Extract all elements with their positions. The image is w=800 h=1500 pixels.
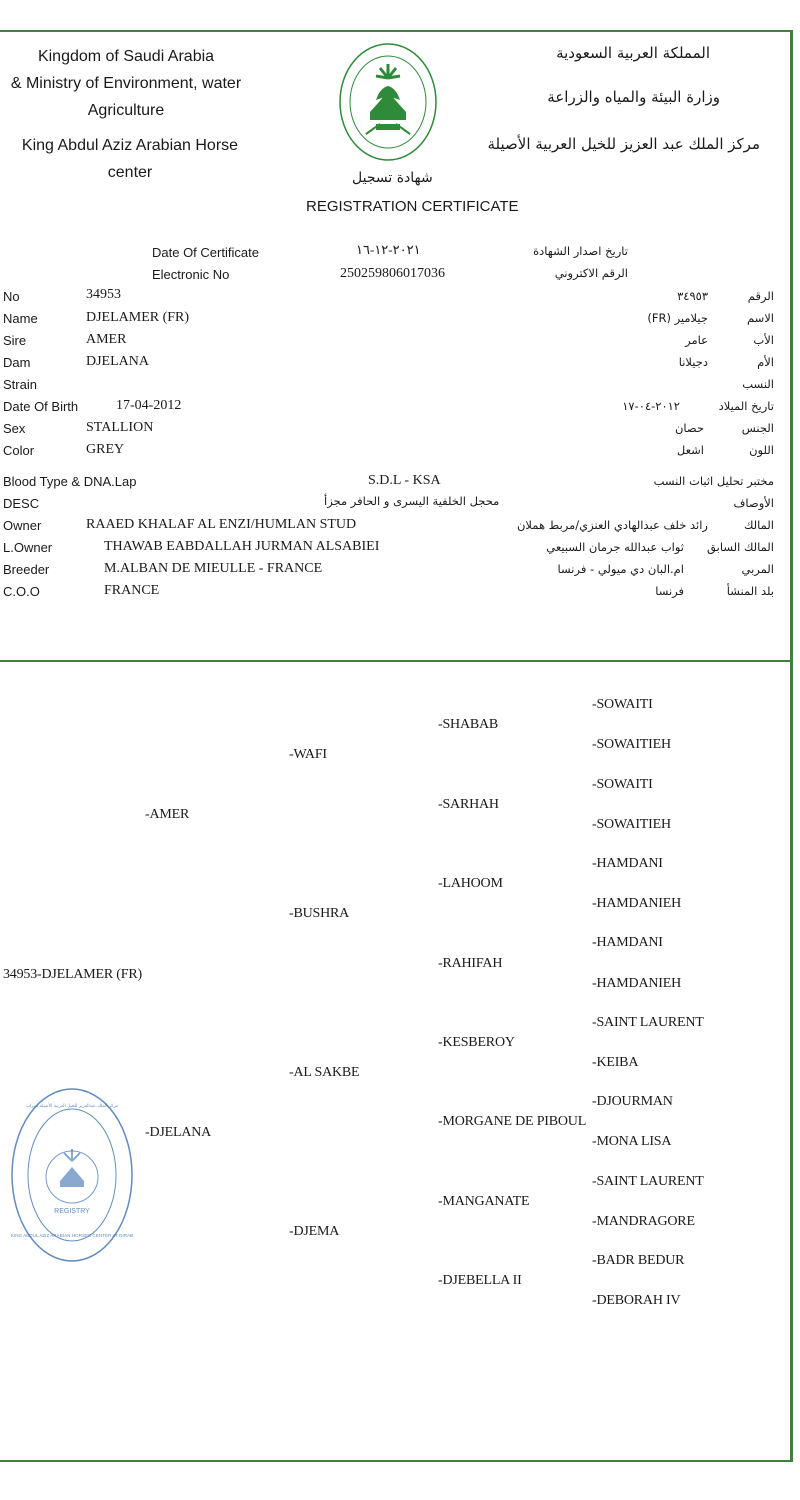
lowner-value-ar: ثواب عبدالله جرمان السبيعي [546, 540, 684, 554]
field-name-label: Name [3, 311, 38, 326]
desc-label-ar: الأوصاف [733, 496, 774, 510]
field-color-label: Color [3, 443, 35, 458]
lowner-label: L.Owner [3, 540, 53, 555]
pedigree-g2-4: -DJEMA [289, 1224, 340, 1239]
pedigree-g3-7: -MANGANATE [438, 1194, 530, 1209]
coo-value-ar: فرنسا [655, 584, 684, 598]
pedigree-g4-12: -MONA LISA [592, 1134, 672, 1149]
lowner-label-ar: المالك السابق [707, 540, 774, 554]
field-sex-value: STALLION [86, 420, 154, 435]
breeder-value-ar: ام.البان دي ميولي - فرنسا [557, 562, 684, 576]
owner-value: RAAED KHALAF AL ENZI/HUMLAN STUD [86, 517, 357, 532]
date-label-ar: تاريخ اصدار الشهادة [533, 244, 628, 258]
owner-value-ar: رائد خلف عبدالهادي العنزي/مربط هملان [516, 518, 708, 532]
blood-label: Blood Type & DNA.Lap [3, 474, 137, 489]
pedigree-g4-11: -DJOURMAN [592, 1094, 673, 1109]
field-dob-value-ar: ٢٠١٢-٠٤-١٧ [622, 399, 680, 413]
field-color-label-ar: اللون [749, 443, 774, 457]
pedigree-g4-1: -SOWAITI [592, 697, 653, 712]
field-dob-label: Date Of Birth [3, 399, 79, 414]
pedigree-g4-15: -BADR BEDUR [592, 1253, 685, 1268]
field-name-label-ar: الاسم [746, 311, 774, 325]
header-ar-line2: وزارة البيئة والمياه والزراعة [547, 88, 720, 106]
pedigree-g4-14: -MANDRAGORE [592, 1214, 695, 1229]
coo-value: FRANCE [104, 583, 160, 598]
header-en-line2: & Ministry of Environment, water [10, 75, 242, 92]
field-strain-label-ar: النسب [742, 377, 774, 391]
coo-label-ar: بلد المنشأ [726, 584, 774, 598]
title-arabic: شهادة تسجيل [352, 170, 433, 186]
field-sire-value-ar: عامر [685, 333, 708, 347]
pedigree-g3-6: -MORGANE DE PIBOUL [438, 1114, 587, 1129]
electronic-value: 250259806017036 [340, 266, 445, 281]
desc-label: DESC [3, 496, 40, 511]
pedigree-subject: 34953-DJELAMER (FR) [3, 967, 142, 982]
field-strain-label: Strain [3, 377, 37, 392]
pedigree-g3-5: -KESBEROY [438, 1035, 515, 1050]
field-sex-label: Sex [3, 421, 26, 436]
title-english: REGISTRATION CERTIFICATE [306, 198, 519, 215]
pedigree-g4-9: -SAINT LAURENT [592, 1015, 704, 1030]
electronic-label-ar: الرقم الاكتروني [554, 266, 628, 280]
date-label-en: Date Of Certificate [152, 245, 259, 260]
pedigree-g4-6: -HAMDANIEH [592, 896, 681, 911]
owner-label-ar: المالك [743, 518, 774, 532]
stamp-center-text: REGISTRY [54, 1208, 90, 1215]
header-ar-line3: مركز الملك عبد العزيز للخيل العربية الأصيلة [487, 135, 760, 153]
field-no-label-ar: الرقم [747, 289, 774, 303]
lowner-value: THAWAB EABDALLAH JURMAN ALSABIEI [104, 539, 380, 554]
field-dam-value-ar: دجيلانا [678, 355, 708, 369]
field-dam-label: Dam [3, 355, 31, 370]
pedigree-g4-7: -HAMDANI [592, 935, 663, 950]
field-sex-label-ar: الجنس [741, 421, 774, 435]
stamp-en-text: KING ABDUL AZIZ ARABIAN HORSES CENTER AT DIRAB [10, 1233, 134, 1238]
header-en-line3: Agriculture [87, 102, 165, 119]
field-sire-value: AMER [86, 332, 127, 347]
field-no-value-ar: ٣٤٩٥٣ [677, 289, 708, 303]
pedigree-dam: -DJELANA [145, 1125, 212, 1140]
pedigree-g4-2: -SOWAITIEH [592, 737, 671, 752]
pedigree-g3-3: -LAHOOM [438, 876, 503, 891]
pedigree-g3-1: -SHABAB [438, 717, 499, 732]
owner-label: Owner [3, 518, 42, 533]
pedigree-g2-3: -AL SAKBE [289, 1065, 360, 1080]
field-dob-value: 17-04-2012 [116, 398, 182, 413]
breeder-label: Breeder [3, 562, 50, 577]
pedigree-g3-4: -RAHIFAH [438, 956, 503, 971]
blood-value: S.D.L - KSA [368, 473, 441, 488]
date-value: ٢٠٢١-١٢-١٦ [356, 242, 421, 257]
field-dob-label-ar: تاريخ الميلاد [718, 399, 774, 413]
pedigree-g2-1: -WAFI [289, 747, 327, 762]
breeder-value: M.ALBAN DE MIEULLE - FRANCE [104, 561, 323, 576]
field-dam-label-ar: الأم [757, 355, 774, 369]
header-english [0, 43, 252, 124]
header-ar-line1: المملكة العربية السعودية [556, 44, 710, 62]
pedigree-g4-3: -SOWAITI [592, 777, 653, 792]
pedigree-sire: -AMER [145, 807, 190, 822]
electronic-label-en: Electronic No [152, 267, 230, 282]
pedigree-g4-10: -KEIBA [592, 1055, 639, 1070]
pedigree-g3-2: -SARHAH [438, 797, 499, 812]
pedigree-g4-5: -HAMDANI [592, 856, 663, 871]
registry-stamp [8, 1085, 136, 1265]
blood-label-ar: مختبر تحليل اثبات النسب [653, 474, 774, 488]
coo-label: C.O.O [3, 584, 40, 599]
field-name-value: DJELAMER (FR) [86, 310, 190, 325]
field-no-value: 34953 [86, 287, 121, 302]
field-sex-value-ar: حصان [674, 421, 704, 435]
pedigree-g4-16: -DEBORAH IV [592, 1293, 681, 1308]
breeder-label-ar: المربي [741, 562, 774, 576]
header-en-line4: King Abdul Aziz Arabian Horse center [21, 137, 239, 181]
field-dam-value: DJELANA [86, 354, 149, 369]
field-sire-label-ar: الأب [753, 333, 774, 347]
pedigree-g4-4: -SOWAITIEH [592, 817, 671, 832]
field-name-value-ar: جيلامير (FR) [647, 311, 708, 325]
pedigree-g2-2: -BUSHRA [289, 906, 350, 921]
pedigree-g4-8: -HAMDANIEH [592, 976, 681, 991]
pedigree-frame [0, 662, 793, 1462]
desc-value-ar: محجل الخلفية اليسرى و الحافر مجزأ [324, 494, 500, 508]
field-color-value-ar: اشعل [676, 443, 704, 457]
field-no-label: No [3, 289, 20, 304]
ministry-logo [336, 40, 440, 168]
field-sire-label: Sire [3, 333, 27, 348]
pedigree-g3-8: -DJEBELLA II [438, 1273, 522, 1288]
pedigree-g4-13: -SAINT LAURENT [592, 1174, 704, 1189]
header-en-line1: Kingdom of Saudi Arabia [37, 48, 215, 65]
stamp-ar-text: مركز الملك عبدالعزيز للخيل العربية الأصيلة بديراب [25, 1104, 119, 1109]
field-color-value: GREY [86, 442, 125, 457]
